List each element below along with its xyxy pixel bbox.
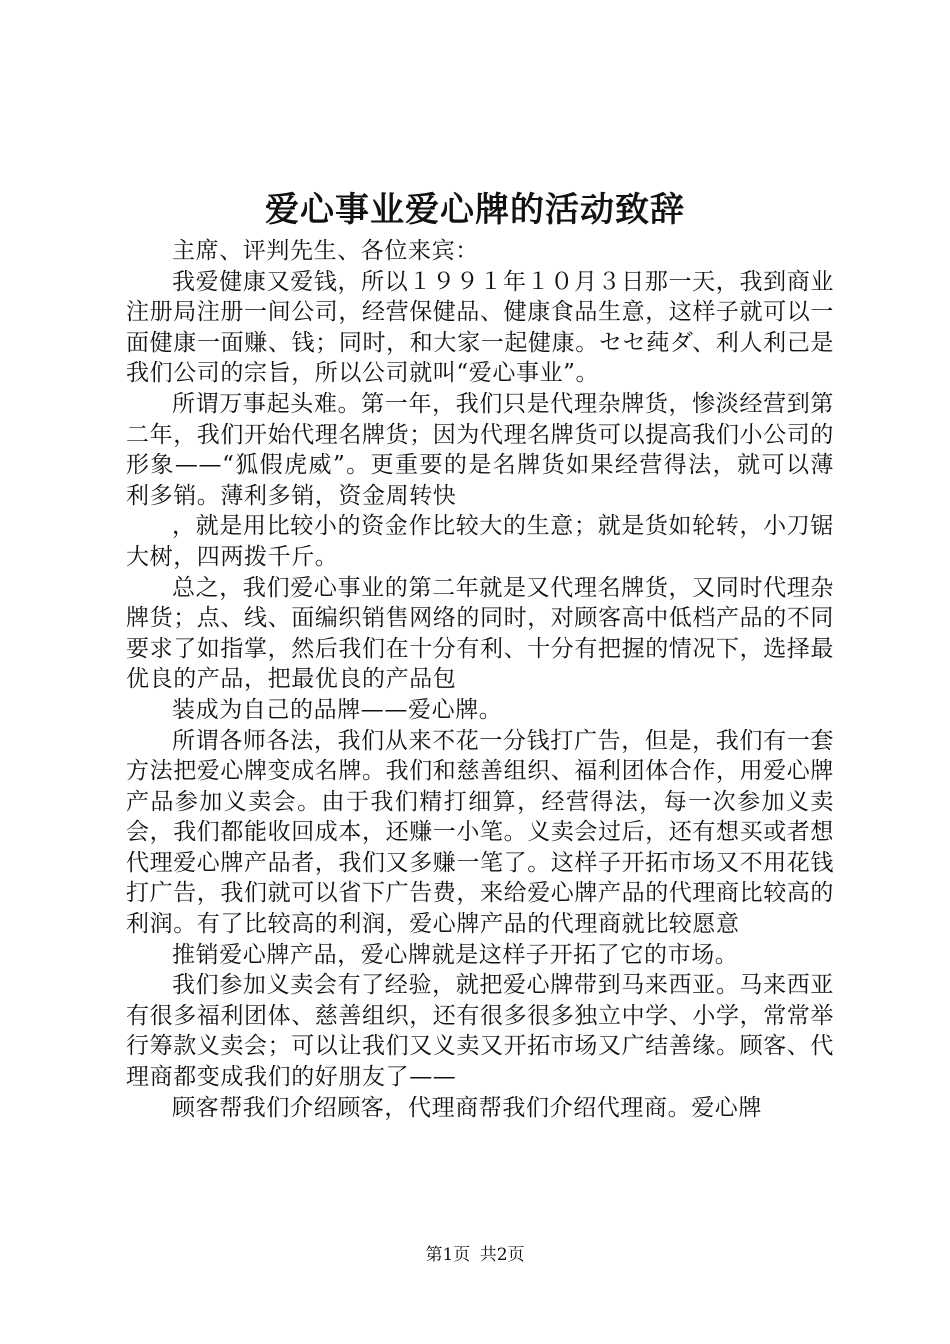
page-number-current: 第1页 bbox=[425, 1245, 471, 1265]
body-paragraph: 装成为自己的品牌——爱心牌。 bbox=[172, 696, 503, 723]
page-footer bbox=[0, 1244, 950, 1266]
body-paragraph: 所谓各师各法，我们从来不花一分钱打广告，但是，我们有一套方法把爱心牌变成名牌。我们和慈善组织、福利团体合作，用爱心牌产品参加义卖会。由于我们精打细算，经营得法，每一次参加义卖会，我们都能收回成本，还赚一小笔。义卖会过后，还有想买或者想代理爱心牌产品者，我们又多赚一笔了。这样子开拓市场又不用花钱打广告，我们就可以省下广告费，来给爱心牌产品的代理商比较高的利润。有了比较高的利润，爱心牌产品的代理商就比较愿意 bbox=[126, 727, 834, 938]
document-body bbox=[126, 236, 834, 1123]
body-paragraph: 我们参加义卖会有了经验，就把爱心牌带到马来西亚。马来西亚有很多福利团体、慈善组织，还有很多很多独立中学、小学，常常举行筹款义卖会；可以让我们又义卖又开拓市场又广结善缘。顾客、代理商都变成我们的好朋友了—— bbox=[126, 972, 834, 1091]
page-number-total: 共2页 bbox=[479, 1245, 525, 1265]
body-paragraph: 我爱健康又爱钱，所以１９９１年１０月３日那一天，我到商业注册局注册一间公司，经营保健品、健康食品生意，这样子就可以一面健康一面赚、钱；同时，和大家一起健康。セセ莼ダ、利人利己是我们公司的宗旨，所以公司就叫“爱心事业”。 bbox=[126, 268, 834, 387]
body-paragraph: 顾客帮我们介绍顾客，代理商帮我们介绍代理商。爱心牌 bbox=[172, 1094, 762, 1121]
document-title: 爱心事业爱心牌的活动致辞 bbox=[265, 190, 685, 230]
body-paragraph: 所谓万事起头难。第一年，我们只是代理杂牌货，惨淡经营到第二年，我们开始代理名牌货；因为代理名牌货可以提高我们小公司的形象——“狐假虎威”。更重要的是名牌货如果经营得法，就可以薄利多销。薄利多销，资金周转快 bbox=[126, 390, 834, 509]
body-paragraph: ，就是用比较小的资金作比较大的生意；就是货如轮转，小刀锯大树，四两拨千斤。 bbox=[126, 513, 834, 570]
salutation-paragraph: 主席、评判先生、各位来宾： bbox=[172, 238, 479, 264]
body-paragraph: 推销爱心牌产品，爱心牌就是这样子开拓了它的市场。 bbox=[172, 941, 739, 968]
body-paragraph: 总之，我们爱心事业的第二年就是又代理名牌货，又同时代理杂牌货；点、线、面编织销售网络的同时，对顾客高中低档产品的不同要求了如指掌，然后我们在十分有利、十分有把握的情况下，选择最优良的产品，把最优良的产品包 bbox=[126, 574, 834, 693]
